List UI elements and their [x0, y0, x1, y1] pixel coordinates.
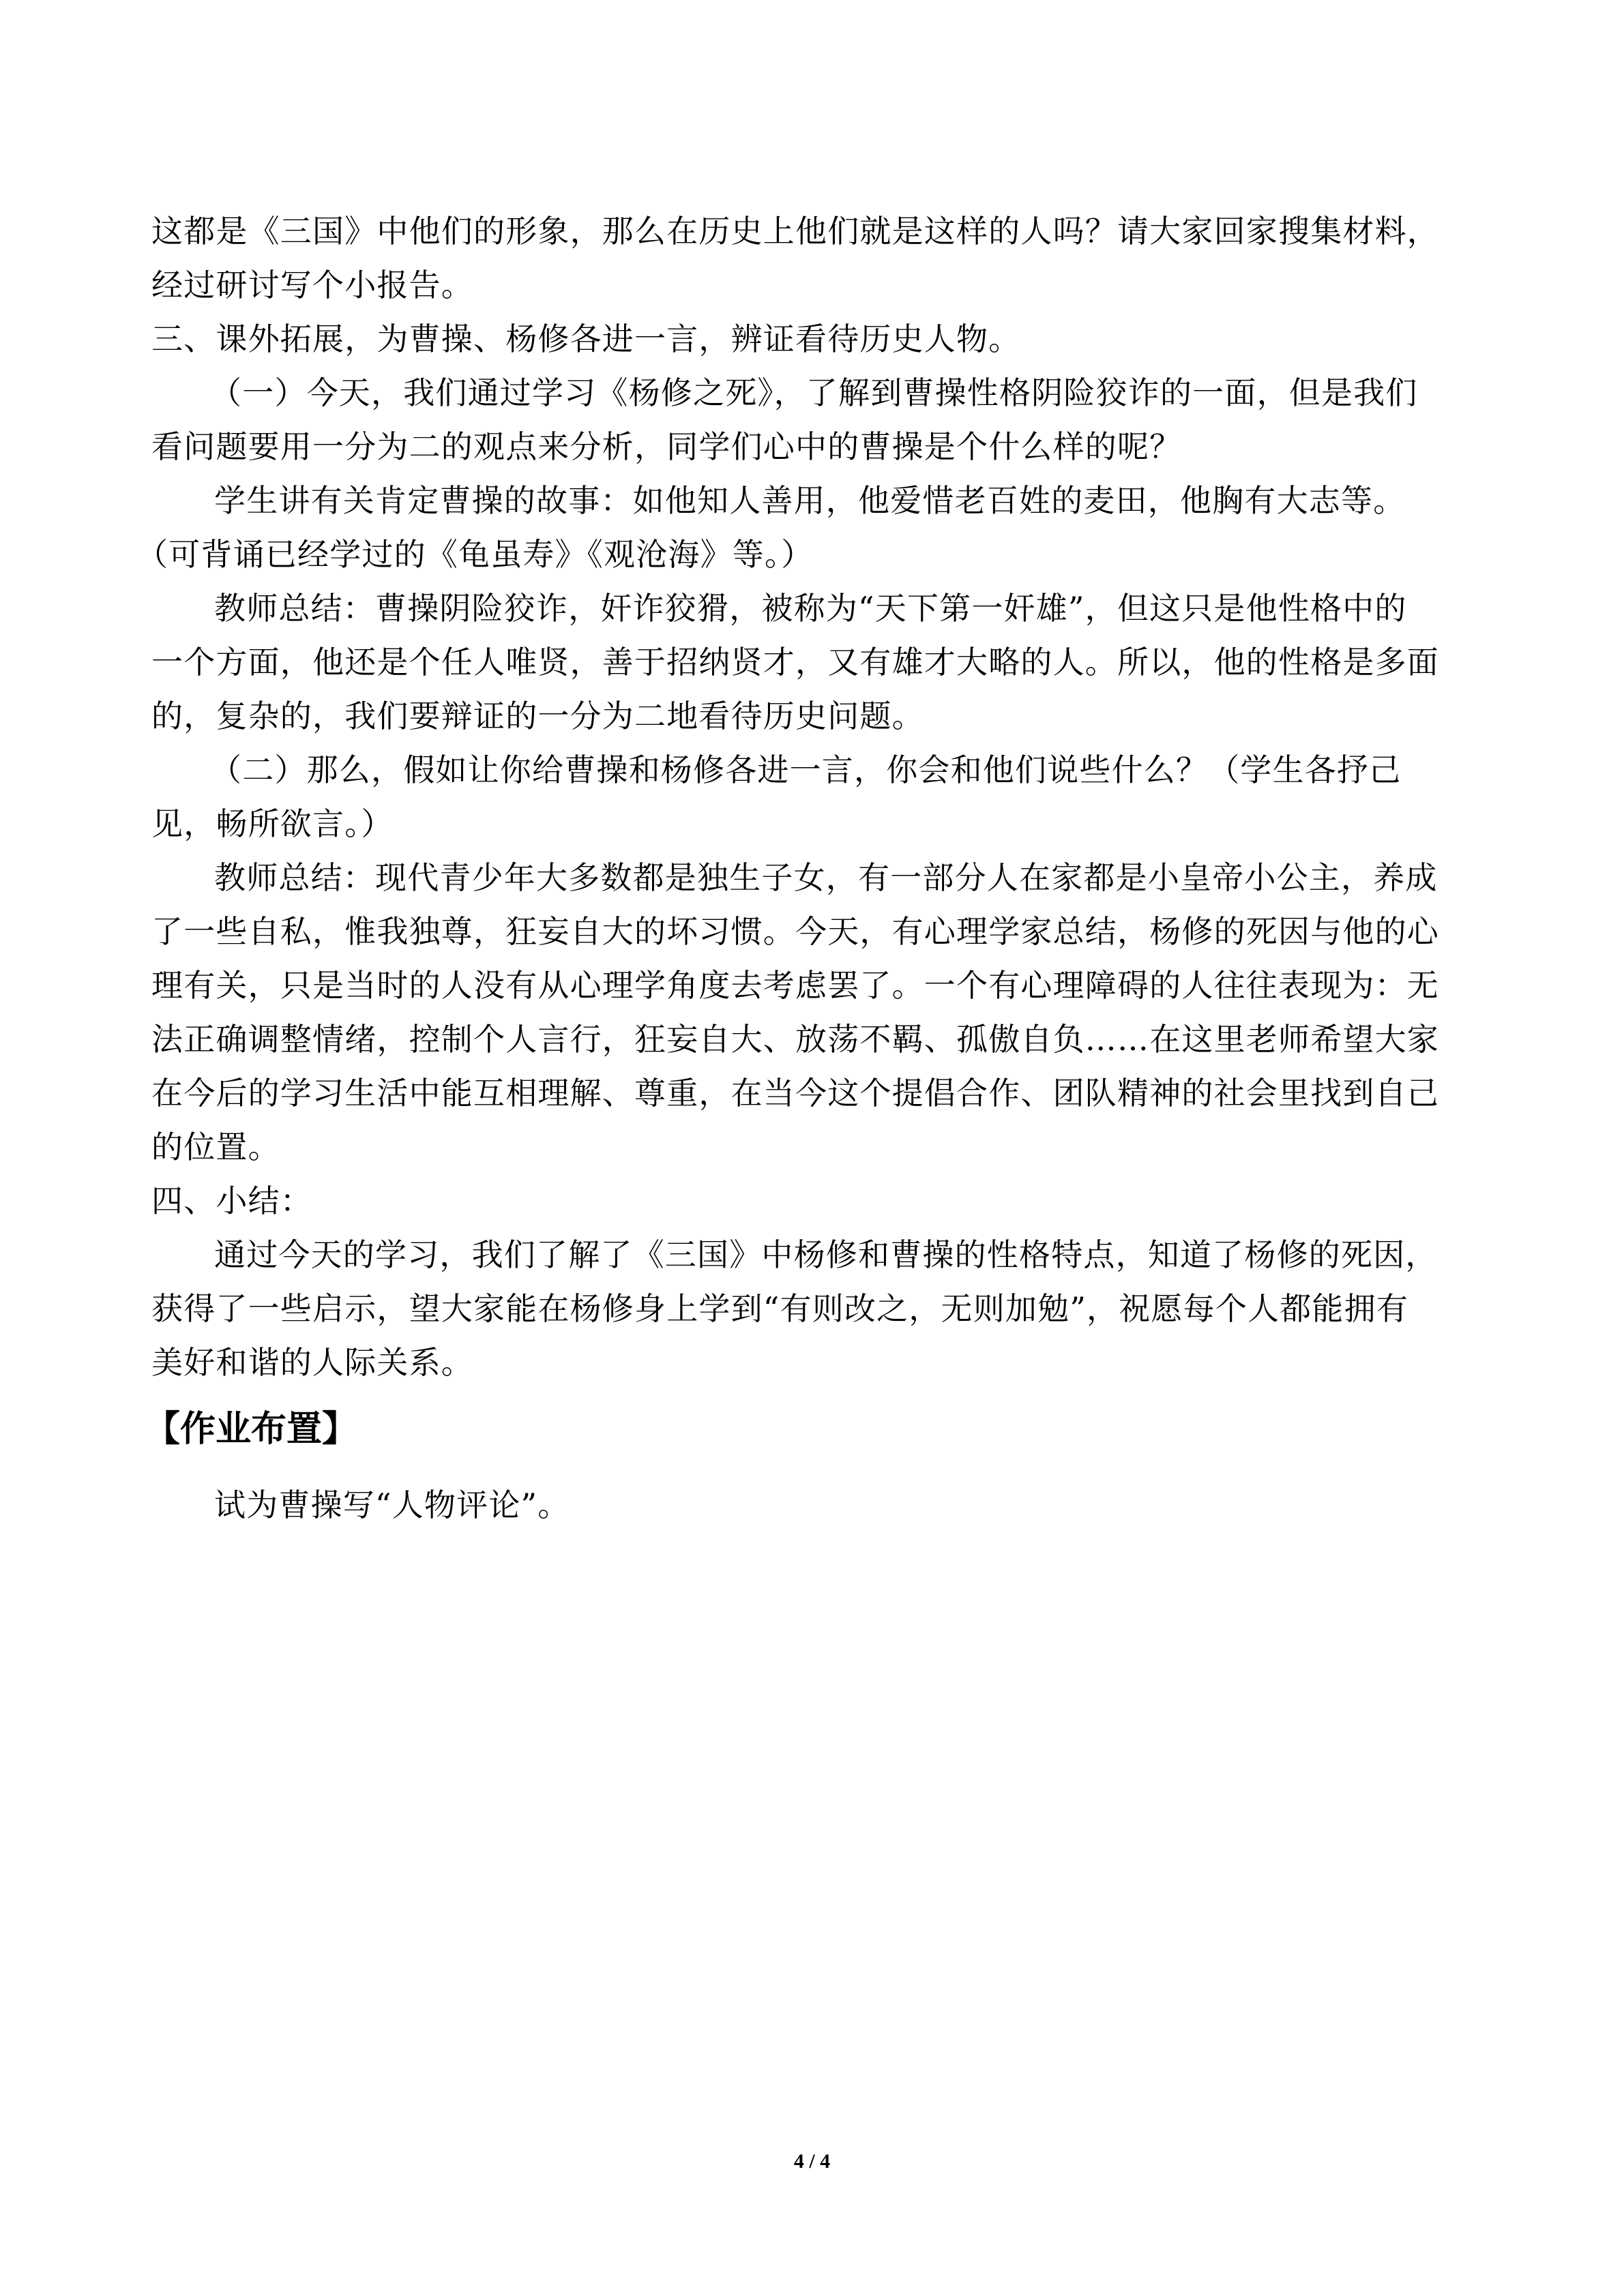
- paragraph-line: 在今后的学习生活中能互相理解、尊重，在当今这个提倡合作、团队精神的社会里找到自己: [151, 1075, 1439, 1112]
- paragraph-line: 看问题要用一分为二的观点来分析，同学们心中的曹操是个什么样的呢？: [151, 428, 1182, 465]
- page-number: 4 / 4: [793, 2150, 831, 2173]
- paragraph-line: 获得了一些启示，望大家能在杨修身上学到“有则改之，无则加勉”，祝愿每个人都能拥有: [151, 1290, 1409, 1327]
- paragraph-line: 理有关，只是当时的人没有从心理学角度去考虑罢了。一个有心理障碍的人往往表现为：无: [151, 967, 1439, 1004]
- paragraph-line: 通过今天的学习，我们了解了《三国》中杨修和曹操的性格特点，知道了杨修的死因，: [214, 1236, 1438, 1273]
- paragraph-line: 教师总结：曹操阴险狡诈，奸诈狡猾，被称为“天下第一奸雄”，但这只是他性格中的: [214, 590, 1407, 627]
- section-heading-extension: 三、课外拓展，为曹操、杨修各进一言，辨证看待历史人物。: [151, 320, 1021, 357]
- homework-heading: 【作业布置】: [145, 1409, 358, 1450]
- paragraph-line: 的位置。: [151, 1129, 280, 1165]
- document-body: [136, 205, 1488, 1532]
- homework-text: 试为曹操写“人物评论”。: [214, 1487, 570, 1523]
- paragraph-line: 了一些自私，惟我独尊，狂妄自大的坏习惯。今天，有心理学家总结，杨修的死因与他的心: [151, 913, 1439, 950]
- paragraph-line: （可背诵已经学过的《龟虽寿》《观沧海》等。）: [136, 536, 814, 573]
- section-heading-summary: 四、小结：: [151, 1182, 312, 1219]
- paragraph-line: 见，畅所欲言。）: [151, 805, 394, 842]
- paragraph-line: 教师总结：现代青少年大多数都是独生子女，有一部分人在家都是小皇帝小公主，养成: [214, 859, 1438, 896]
- paragraph-line: 的，复杂的，我们要辩证的一分为二地看待历史问题。: [151, 698, 924, 734]
- paragraph-line: 一个方面，他还是个任人唯贤，善于招纳贤才，又有雄才大略的人。所以，他的性格是多面: [151, 644, 1439, 681]
- paragraph-line: 这都是《三国》中他们的形象，那么在历史上他们就是这样的人吗？请大家回家搜集材料，: [151, 213, 1439, 250]
- paragraph-line: 学生讲有关肯定曹操的故事：如他知人善用，他爱惜老百姓的麦田，他胸有大志等。: [214, 482, 1406, 519]
- paragraph-line: 美好和谐的人际关系。: [151, 1344, 473, 1381]
- paragraph-line: 经过研讨写个小报告。: [151, 267, 473, 303]
- paragraph-line: 法正确调整情绪，控制个人言行，狂妄自大、放荡不羁、孤傲自负……在这里老师希望大家: [151, 1021, 1439, 1058]
- paragraph-line: （二）那么，假如让你给曹操和杨修各进一言，你会和他们说些什么？（学生各抒己: [210, 751, 1402, 788]
- paragraph-line: （一）今天，我们通过学习《杨修之死》，了解到曹操性格阴险狡诈的一面，但是我们: [210, 374, 1418, 411]
